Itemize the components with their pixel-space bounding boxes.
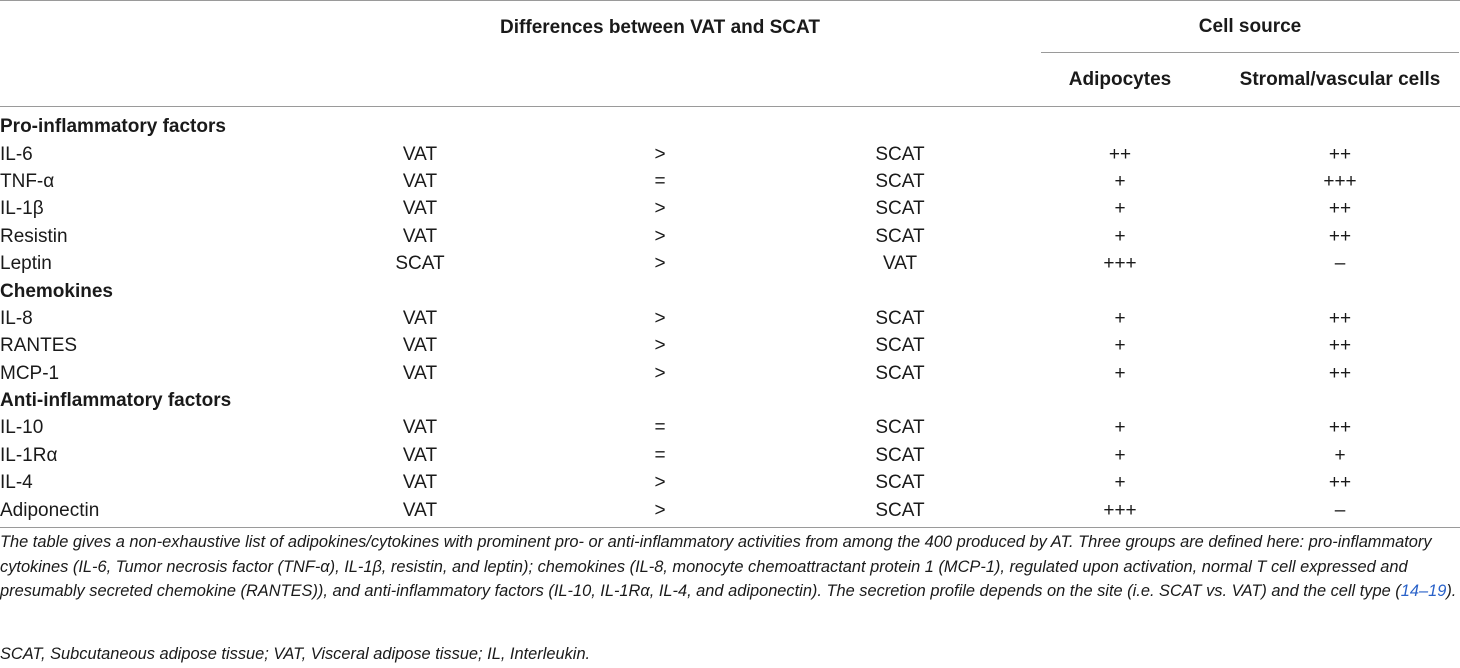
- factor-cell: IL-8: [0, 307, 33, 329]
- comparison-cell: >: [654, 143, 666, 165]
- tissue-left-cell: VAT: [402, 444, 438, 466]
- tissue-left-cell: VAT: [402, 143, 438, 165]
- comparison-cell: >: [654, 225, 666, 247]
- stromal-cell: +++: [1323, 170, 1357, 192]
- factor-cell: TNF-α: [0, 170, 55, 192]
- table-row: [0, 305, 1460, 332]
- abbreviations-note: SCAT, Subcutaneous adipose tissue; VAT, Visceral adipose tissue; IL, Interleukin.: [0, 645, 591, 663]
- tissue-right-cell: SCAT: [875, 362, 925, 384]
- header-row-2: [0, 54, 1460, 107]
- stromal-cell: –: [1220, 496, 1460, 527]
- factor-cell: Leptin: [0, 253, 52, 275]
- table-body: [0, 107, 1460, 528]
- stromal-cell: ++: [1328, 472, 1352, 494]
- factor-cell: IL-1β: [0, 198, 44, 220]
- tissue-left-cell: VAT: [402, 170, 438, 192]
- group-header-row: [0, 107, 1460, 141]
- comparison-cell: =: [654, 444, 666, 466]
- cell-source-label: Cell source: [1041, 2, 1459, 53]
- adipocytes-cell: +: [1114, 472, 1126, 494]
- tissue-right-cell: SCAT: [875, 335, 925, 357]
- table-row: [0, 250, 1460, 277]
- differences-header: Differences between VAT and SCAT: [300, 1, 1020, 55]
- comparison-cell: >: [540, 496, 780, 527]
- stromal-cell: ++: [1328, 417, 1352, 439]
- tissue-right-cell: SCAT: [875, 170, 925, 192]
- stromal-cell: ++: [1328, 143, 1352, 165]
- stromal-header: Stromal/vascular cells: [1239, 69, 1441, 90]
- comparison-cell: >: [654, 198, 666, 220]
- tissue-right-cell: VAT: [882, 253, 918, 275]
- comparison-cell: >: [654, 472, 666, 494]
- comparison-cell: >: [654, 307, 666, 329]
- group-label: Pro-inflammatory factors: [0, 116, 226, 138]
- tissue-left-cell: VAT: [402, 225, 438, 247]
- factor-cell: IL-4: [0, 472, 33, 494]
- adipocytes-cell: +: [1114, 362, 1126, 384]
- tissue-right-cell: SCAT: [875, 225, 925, 247]
- tissue-left-cell: VAT: [402, 307, 438, 329]
- factor-cell: IL-1Rα: [0, 444, 58, 466]
- adipocytes-cell: +++: [1020, 496, 1220, 527]
- adipocytes-cell: +: [1114, 198, 1126, 220]
- header-empty: [0, 1, 300, 55]
- factor-cell: MCP-1: [0, 362, 60, 384]
- comparison-cell: >: [654, 362, 666, 384]
- footnote-text-end: ).: [1446, 582, 1457, 600]
- tissue-left-cell: VAT: [402, 362, 438, 384]
- tissue-right-cell: SCAT: [875, 417, 925, 439]
- group-label: Anti-inflammatory factors: [0, 390, 232, 412]
- comparison-cell: =: [654, 417, 666, 439]
- tissue-left-cell: VAT: [402, 335, 438, 357]
- factor-cell: Adiponectin: [0, 496, 300, 527]
- table-row: [0, 442, 1460, 469]
- stromal-cell: ++: [1328, 198, 1352, 220]
- adipocytes-cell: +: [1114, 417, 1126, 439]
- factor-cell: IL-6: [0, 143, 33, 165]
- footnote-text: The table gives a non-exhaustive list of adipokines/cytokines with prominent pro- or anti-inflammatory activities from among the 400 produced by AT. Three groups are defined here: pro-inflammatory cytokines (IL-6, Tumor necrosis factor (TNF-α), IL-1β, resistin, and leptin); chemokines (IL-8, monocyte chemoattractant protein 1 (MCP-1), regulated upon activation, normal T cell expressed and presumably secreted chemokine (RANTES)), and anti-inflammatory factors (IL-10, IL-1Rα, IL-4, and adiponectin). The secretion profile depends on the site (i.e. SCAT vs. VAT) and the cell type (: [0, 533, 1432, 600]
- tissue-left-cell: VAT: [402, 472, 438, 494]
- tissue-left-cell: VAT: [402, 417, 438, 439]
- table-footnote: [0, 530, 1460, 604]
- comparison-cell: >: [654, 335, 666, 357]
- comparison-cell: >: [654, 253, 666, 275]
- table-row: [0, 469, 1460, 496]
- group-header-row: [0, 387, 1460, 414]
- tissue-right-cell: SCAT: [780, 496, 1020, 527]
- adipocytes-cell: +: [1114, 444, 1126, 466]
- table-row: [0, 140, 1460, 167]
- adipocytes-cell: +: [1114, 335, 1126, 357]
- factor-cell: IL-10: [0, 417, 44, 439]
- adipocytes-cell: +: [1114, 307, 1126, 329]
- tissue-right-cell: SCAT: [875, 198, 925, 220]
- comparison-cell: =: [654, 170, 666, 192]
- adipocytes-cell: +++: [1103, 253, 1137, 275]
- tissue-right-cell: SCAT: [875, 444, 925, 466]
- header-row-1: [0, 1, 1460, 55]
- adipocytes-cell: +: [1114, 225, 1126, 247]
- table-row: [0, 168, 1460, 195]
- adipocytes-cell: +: [1114, 170, 1126, 192]
- tissue-right-cell: SCAT: [875, 143, 925, 165]
- group-label: Chemokines: [0, 280, 113, 302]
- tissue-left-cell: VAT: [300, 496, 540, 527]
- tissue-right-cell: SCAT: [875, 472, 925, 494]
- citation-link[interactable]: 14–19: [1400, 582, 1447, 600]
- table-row: [0, 414, 1460, 441]
- stromal-cell: ++: [1328, 335, 1352, 357]
- adipocytes-cell: ++: [1108, 143, 1132, 165]
- cell-source-header: [1020, 1, 1460, 55]
- tissue-left-cell: VAT: [402, 198, 438, 220]
- table-row: [0, 223, 1460, 250]
- factor-cell: RANTES: [0, 335, 78, 357]
- stromal-cell: ++: [1328, 225, 1352, 247]
- stromal-cell: ++: [1328, 307, 1352, 329]
- stromal-cell: ++: [1328, 362, 1352, 384]
- table-row: [0, 496, 1460, 527]
- tissue-right-cell: SCAT: [875, 307, 925, 329]
- table-row: [0, 332, 1460, 359]
- adipocytes-header: Adipocytes: [1068, 69, 1172, 90]
- tissue-left-cell: SCAT: [395, 253, 445, 275]
- factor-cell: Resistin: [0, 225, 68, 247]
- stromal-cell: +: [1334, 444, 1346, 466]
- stromal-cell: –: [1334, 253, 1346, 275]
- table-row: [0, 360, 1460, 387]
- table-row: [0, 195, 1460, 222]
- group-header-row: [0, 277, 1460, 304]
